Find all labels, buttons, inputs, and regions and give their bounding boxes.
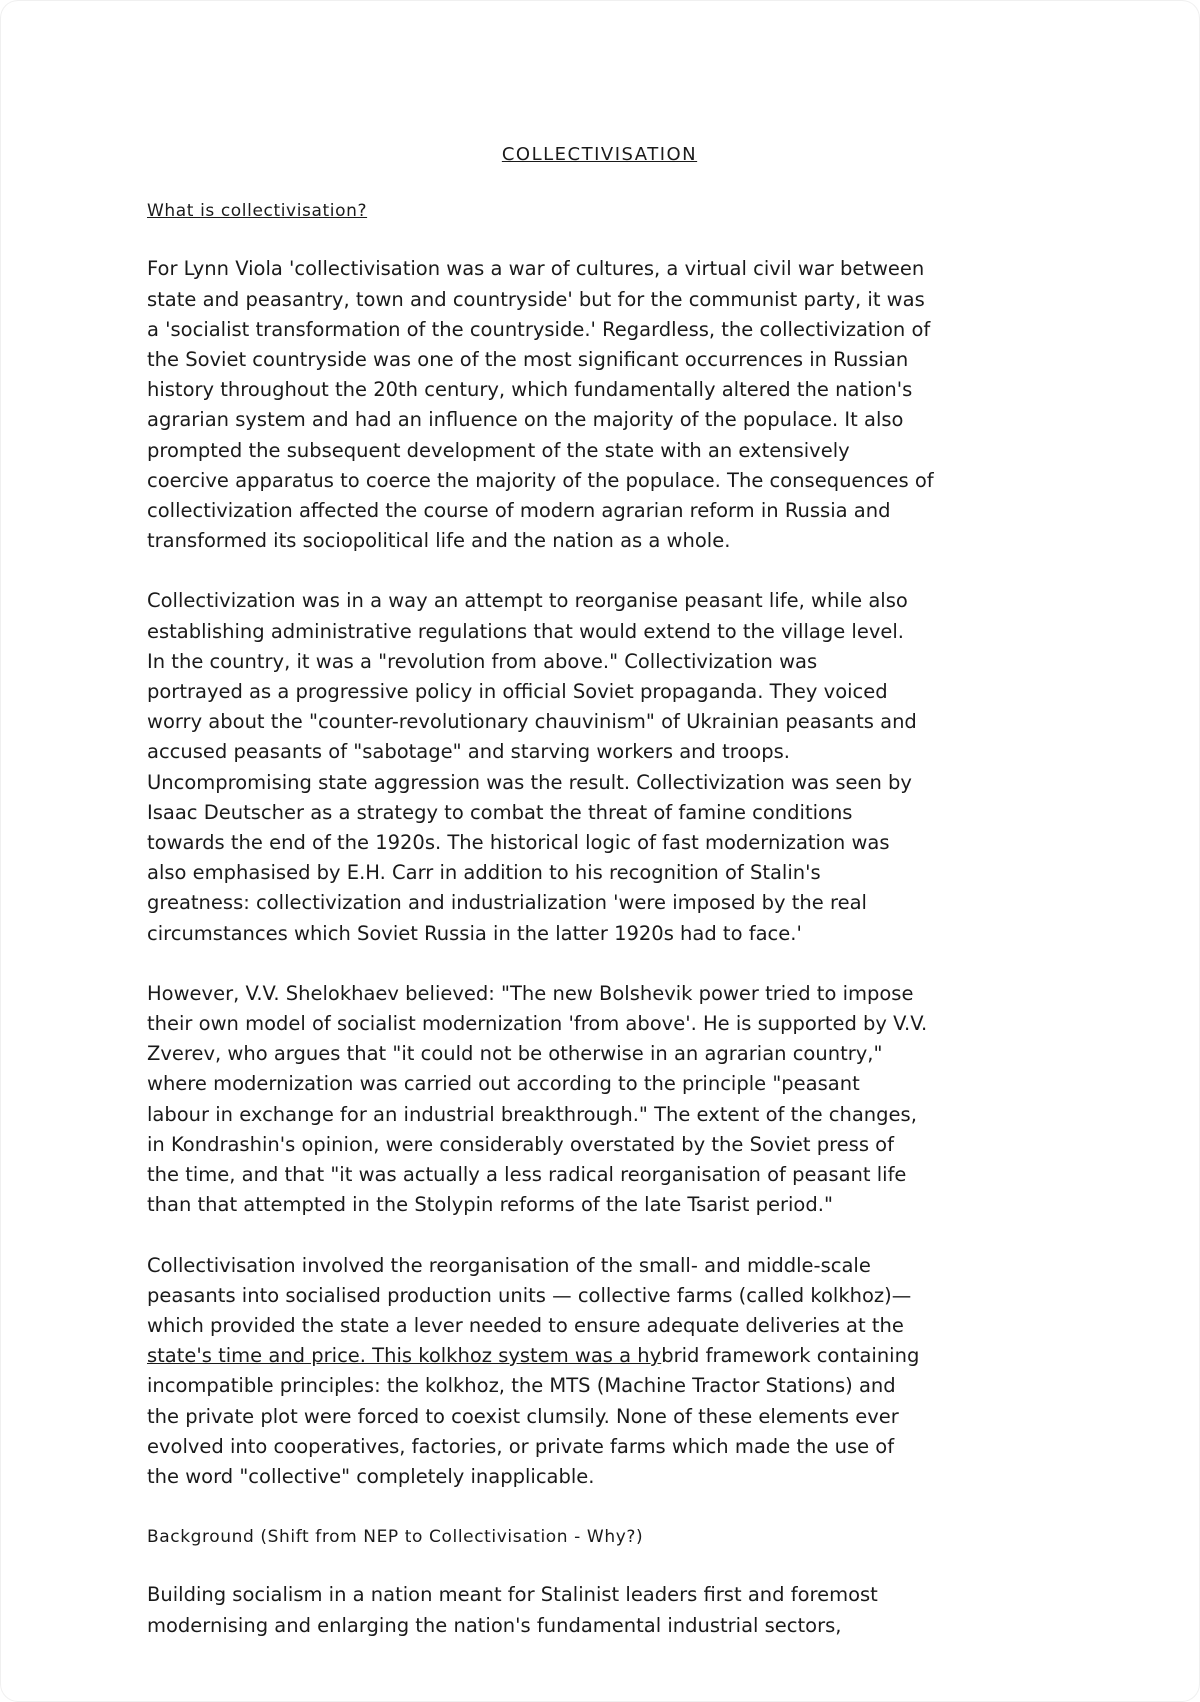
text-line: coercive apparatus to coerce the majority of the populace. The consequences of xyxy=(147,468,934,492)
text-line: agrarian system and had an influence on the majority of the populace. It also xyxy=(147,408,904,432)
text-line: state and peasantry, town and countryside' but for the communist party, it was xyxy=(147,287,925,311)
text-line: portrayed as a progressive policy in official Soviet propaganda. They voiced xyxy=(147,680,888,704)
text-line: than that attempted in the Stolypin reforms of the late Tsarist period." xyxy=(147,1193,833,1217)
text-line: evolved into cooperatives, factories, or private farms which made the use of xyxy=(147,1434,895,1458)
text-line: where modernization was carried out according to the principle "peasant xyxy=(147,1072,860,1096)
section-heading-what-is: What is collectivisation? xyxy=(147,201,368,222)
paragraph-3 xyxy=(147,979,1052,1221)
text-line: Collectivization was in a way an attempt to reorganise peasant life, while also xyxy=(147,589,908,613)
text-line: towards the end of the 1920s. The historical logic of fast modernization was xyxy=(147,831,890,855)
document-body xyxy=(147,140,1052,1671)
text-line: prompted the subsequent development of the state with an extensively xyxy=(147,438,850,462)
paragraph-5 xyxy=(147,1580,1052,1640)
text-line: their own model of socialist modernization 'from above'. He is supported by V.V. xyxy=(147,1012,928,1036)
paragraph-4 xyxy=(147,1251,1052,1493)
text-line: Zverev, who argues that "it could not be otherwise in an agrarian country," xyxy=(147,1042,883,1066)
text-line: circumstances which Soviet Russia in the latter 1920s had to face.' xyxy=(147,921,802,945)
text-line: Collectivisation involved the reorganisation of the small- and middle-scale xyxy=(147,1253,871,1277)
text-line: history throughout the 20th century, which fundamentally altered the nation's xyxy=(147,378,913,402)
text-line: the time, and that "it was actually a less radical reorganisation of peasant life xyxy=(147,1163,907,1187)
paragraph-2 xyxy=(147,586,1052,948)
text-line: Isaac Deutscher as a strategy to combat the threat of famine conditions xyxy=(147,800,853,824)
text-line: In the country, it was a "revolution from above." Collectivization was xyxy=(147,649,818,673)
underlined-text: state's time and price. This kolkhoz system was a hy xyxy=(147,1344,662,1368)
text-line: also emphasised by E.H. Carr in addition to his recognition of Stalin's xyxy=(147,861,821,885)
text-line: peasants into socialised production units — collective farms (called kolkhoz)— xyxy=(147,1283,912,1307)
text-line: However, V.V. Shelokhaev believed: "The new Bolshevik power tried to impose xyxy=(147,981,914,1005)
text-line: modernising and enlarging the nation's fundamental industrial sectors, xyxy=(147,1613,842,1637)
text-line: Building socialism in a nation meant for Stalinist leaders first and foremost xyxy=(147,1583,878,1607)
text-line: For Lynn Viola 'collectivisation was a war of cultures, a virtual civil war between xyxy=(147,257,925,281)
text-line: the word "collective" completely inapplicable. xyxy=(147,1464,595,1488)
text-line: establishing administrative regulations that would extend to the village level. xyxy=(147,619,904,643)
text-line: in Kondrashin's opinion, were considerably overstated by the Soviet press of xyxy=(147,1132,894,1156)
text-fragment: brid framework containing xyxy=(661,1344,920,1368)
text-line: which provided the state a lever needed to ensure adequate deliveries at the xyxy=(147,1313,904,1337)
text-line: labour in exchange for an industrial breakthrough." The extent of the changes, xyxy=(147,1102,917,1126)
paragraph-1 xyxy=(147,254,1052,556)
text-line: transformed its sociopolitical life and the nation as a whole. xyxy=(147,529,731,553)
section-heading-background: Background (Shift from NEP to Collectivisation - Why?) xyxy=(147,1527,644,1548)
text-line: the Soviet countryside was one of the most significant occurrences in Russian xyxy=(147,348,909,372)
text-line-mixed xyxy=(147,1341,1052,1371)
document-title: COLLECTIVISATION xyxy=(501,144,698,165)
text-line: Uncompromising state aggression was the result. Collectivization was seen by xyxy=(147,770,912,794)
text-line: worry about the "counter-revolutionary chauvinism" of Ukrainian peasants and xyxy=(147,710,917,734)
text-line: a 'socialist transformation of the countryside.' Regardless, the collectivization of xyxy=(147,317,931,341)
text-line: the private plot were forced to coexist clumsily. None of these elements ever xyxy=(147,1404,899,1428)
text-line: accused peasants of "sabotage" and starving workers and troops. xyxy=(147,740,790,764)
text-line: incompatible principles: the kolkhoz, the MTS (Machine Tractor Stations) and xyxy=(147,1374,896,1398)
text-line: collectivization affected the course of modern agrarian reform in Russia and xyxy=(147,499,891,523)
text-line: greatness: collectivization and industrialization 'were imposed by the real xyxy=(147,891,867,915)
